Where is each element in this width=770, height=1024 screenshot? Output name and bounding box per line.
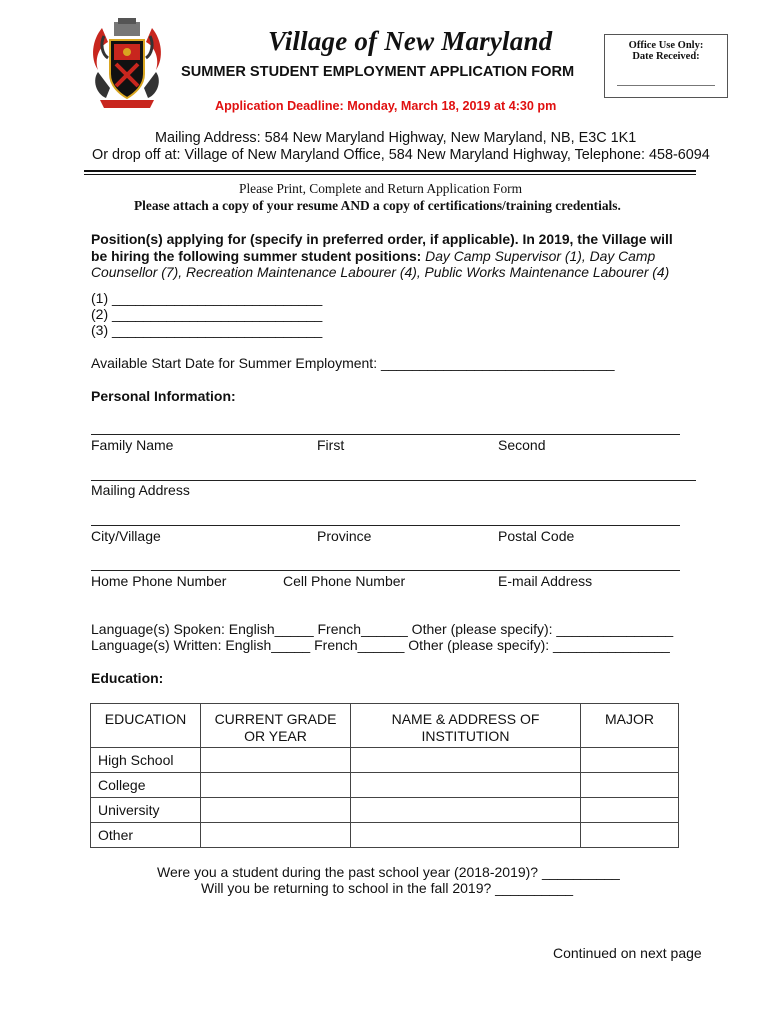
col-major: MAJOR (581, 704, 679, 748)
row-label-university: University (91, 798, 201, 823)
table-row (91, 748, 679, 773)
continued-note: Continued on next page (553, 945, 702, 961)
cell-institution-college[interactable] (351, 773, 581, 798)
positions-description (91, 231, 691, 281)
cell-phone-label: Cell Phone Number (283, 573, 406, 589)
cell-institution-high-school[interactable] (351, 748, 581, 773)
row-label-other: Other (91, 823, 201, 848)
start-date-field[interactable]: Available Start Date for Summer Employment: ______________________________ (91, 355, 615, 371)
family-name-label: Family Name (91, 437, 174, 453)
col-institution: NAME & ADDRESS OF INSTITUTION (351, 704, 581, 748)
mailing-address-label: Mailing Address (91, 482, 190, 498)
cell-grade-other[interactable] (201, 823, 351, 848)
mailing-address-info: Mailing Address: 584 New Maryland Highway, New Maryland, NB, E3C 1K1 (155, 130, 637, 146)
province-label: Province (317, 528, 372, 544)
col-current-grade: CURRENT GRADE OR YEAR (201, 704, 351, 748)
home-phone-label: Home Phone Number (91, 573, 227, 589)
cell-grade-high-school[interactable] (201, 748, 351, 773)
date-received-line[interactable] (617, 85, 715, 86)
village-crest-logo (88, 18, 166, 110)
phone-field-line[interactable] (91, 570, 680, 571)
form-subtitle: SUMMER STUDENT EMPLOYMENT APPLICATION FORM (181, 64, 575, 80)
cell-major-other[interactable] (581, 823, 679, 848)
application-deadline: Application Deadline: Monday, March 18, 2019 at 4:30 pm (215, 99, 557, 113)
table-row (91, 823, 679, 848)
page-title: Village of New Maryland (268, 26, 553, 56)
drop-off-info: Or drop off at: Village of New Maryland Office, 584 New Maryland Highway, Telephone: 458-6094 (92, 147, 710, 163)
office-use-box (604, 34, 728, 98)
personal-info-heading: Personal Information: (91, 388, 236, 404)
col-education: EDUCATION (91, 704, 201, 748)
cell-grade-university[interactable] (201, 798, 351, 823)
email-label: E-mail Address (498, 573, 593, 589)
table-row (91, 798, 679, 823)
education-table-header (91, 704, 679, 748)
name-field-line[interactable] (91, 434, 680, 435)
office-use-title: Office Use Only: (628, 40, 704, 51)
position-choice-3[interactable]: (3) ___________________________ (91, 322, 323, 338)
cell-institution-other[interactable] (351, 823, 581, 848)
row-label-college: College (91, 773, 201, 798)
header-divider (84, 170, 696, 172)
postal-code-label: Postal Code (498, 528, 575, 544)
office-use-date-label: Date Received: (632, 51, 700, 62)
attach-instruction: Please attach a copy of your resume AND a copy of certifications/training credentials. (134, 198, 621, 213)
position-choice-2[interactable]: (2) ___________________________ (91, 306, 323, 322)
table-row (91, 773, 679, 798)
row-label-high-school: High School (91, 748, 201, 773)
header-divider-thin (84, 174, 696, 175)
languages-written-field[interactable]: Language(s) Written: English_____ French______ Other (please specify): _______________ (91, 637, 670, 653)
print-instruction: Please Print, Complete and Return Application Form (239, 181, 523, 196)
second-name-label: Second (498, 437, 546, 453)
cell-major-college[interactable] (581, 773, 679, 798)
cell-institution-university[interactable] (351, 798, 581, 823)
position-choice-1[interactable]: (1) ___________________________ (91, 290, 323, 306)
positions-intro: Position(s) applying for (specify in preferred order, if applicable). In 2019, the Village will be hiring the following summer student positions: (91, 231, 673, 264)
city-label: City/Village (91, 528, 161, 544)
student-past-year-question[interactable]: Were you a student during the past school year (2018-2019)? __________ (157, 864, 620, 880)
cell-major-high-school[interactable] (581, 748, 679, 773)
first-name-label: First (317, 437, 345, 453)
education-heading: Education: (91, 670, 164, 686)
returning-to-school-question[interactable]: Will you be returning to school in the fall 2019? __________ (201, 880, 574, 896)
languages-spoken-field[interactable]: Language(s) Spoken: English_____ French______ Other (please specify): _______________ (91, 621, 674, 637)
cell-major-university[interactable] (581, 798, 679, 823)
mailing-address-line[interactable] (91, 480, 696, 481)
education-table (90, 703, 679, 848)
positions-list: Day Camp Supervisor (1), Day Camp Counsellor (7), Recreation Maintenance Labourer (4), Public Works Maintenance Labourer (4) (91, 247, 670, 280)
city-field-line[interactable] (91, 525, 680, 526)
cell-grade-college[interactable] (201, 773, 351, 798)
